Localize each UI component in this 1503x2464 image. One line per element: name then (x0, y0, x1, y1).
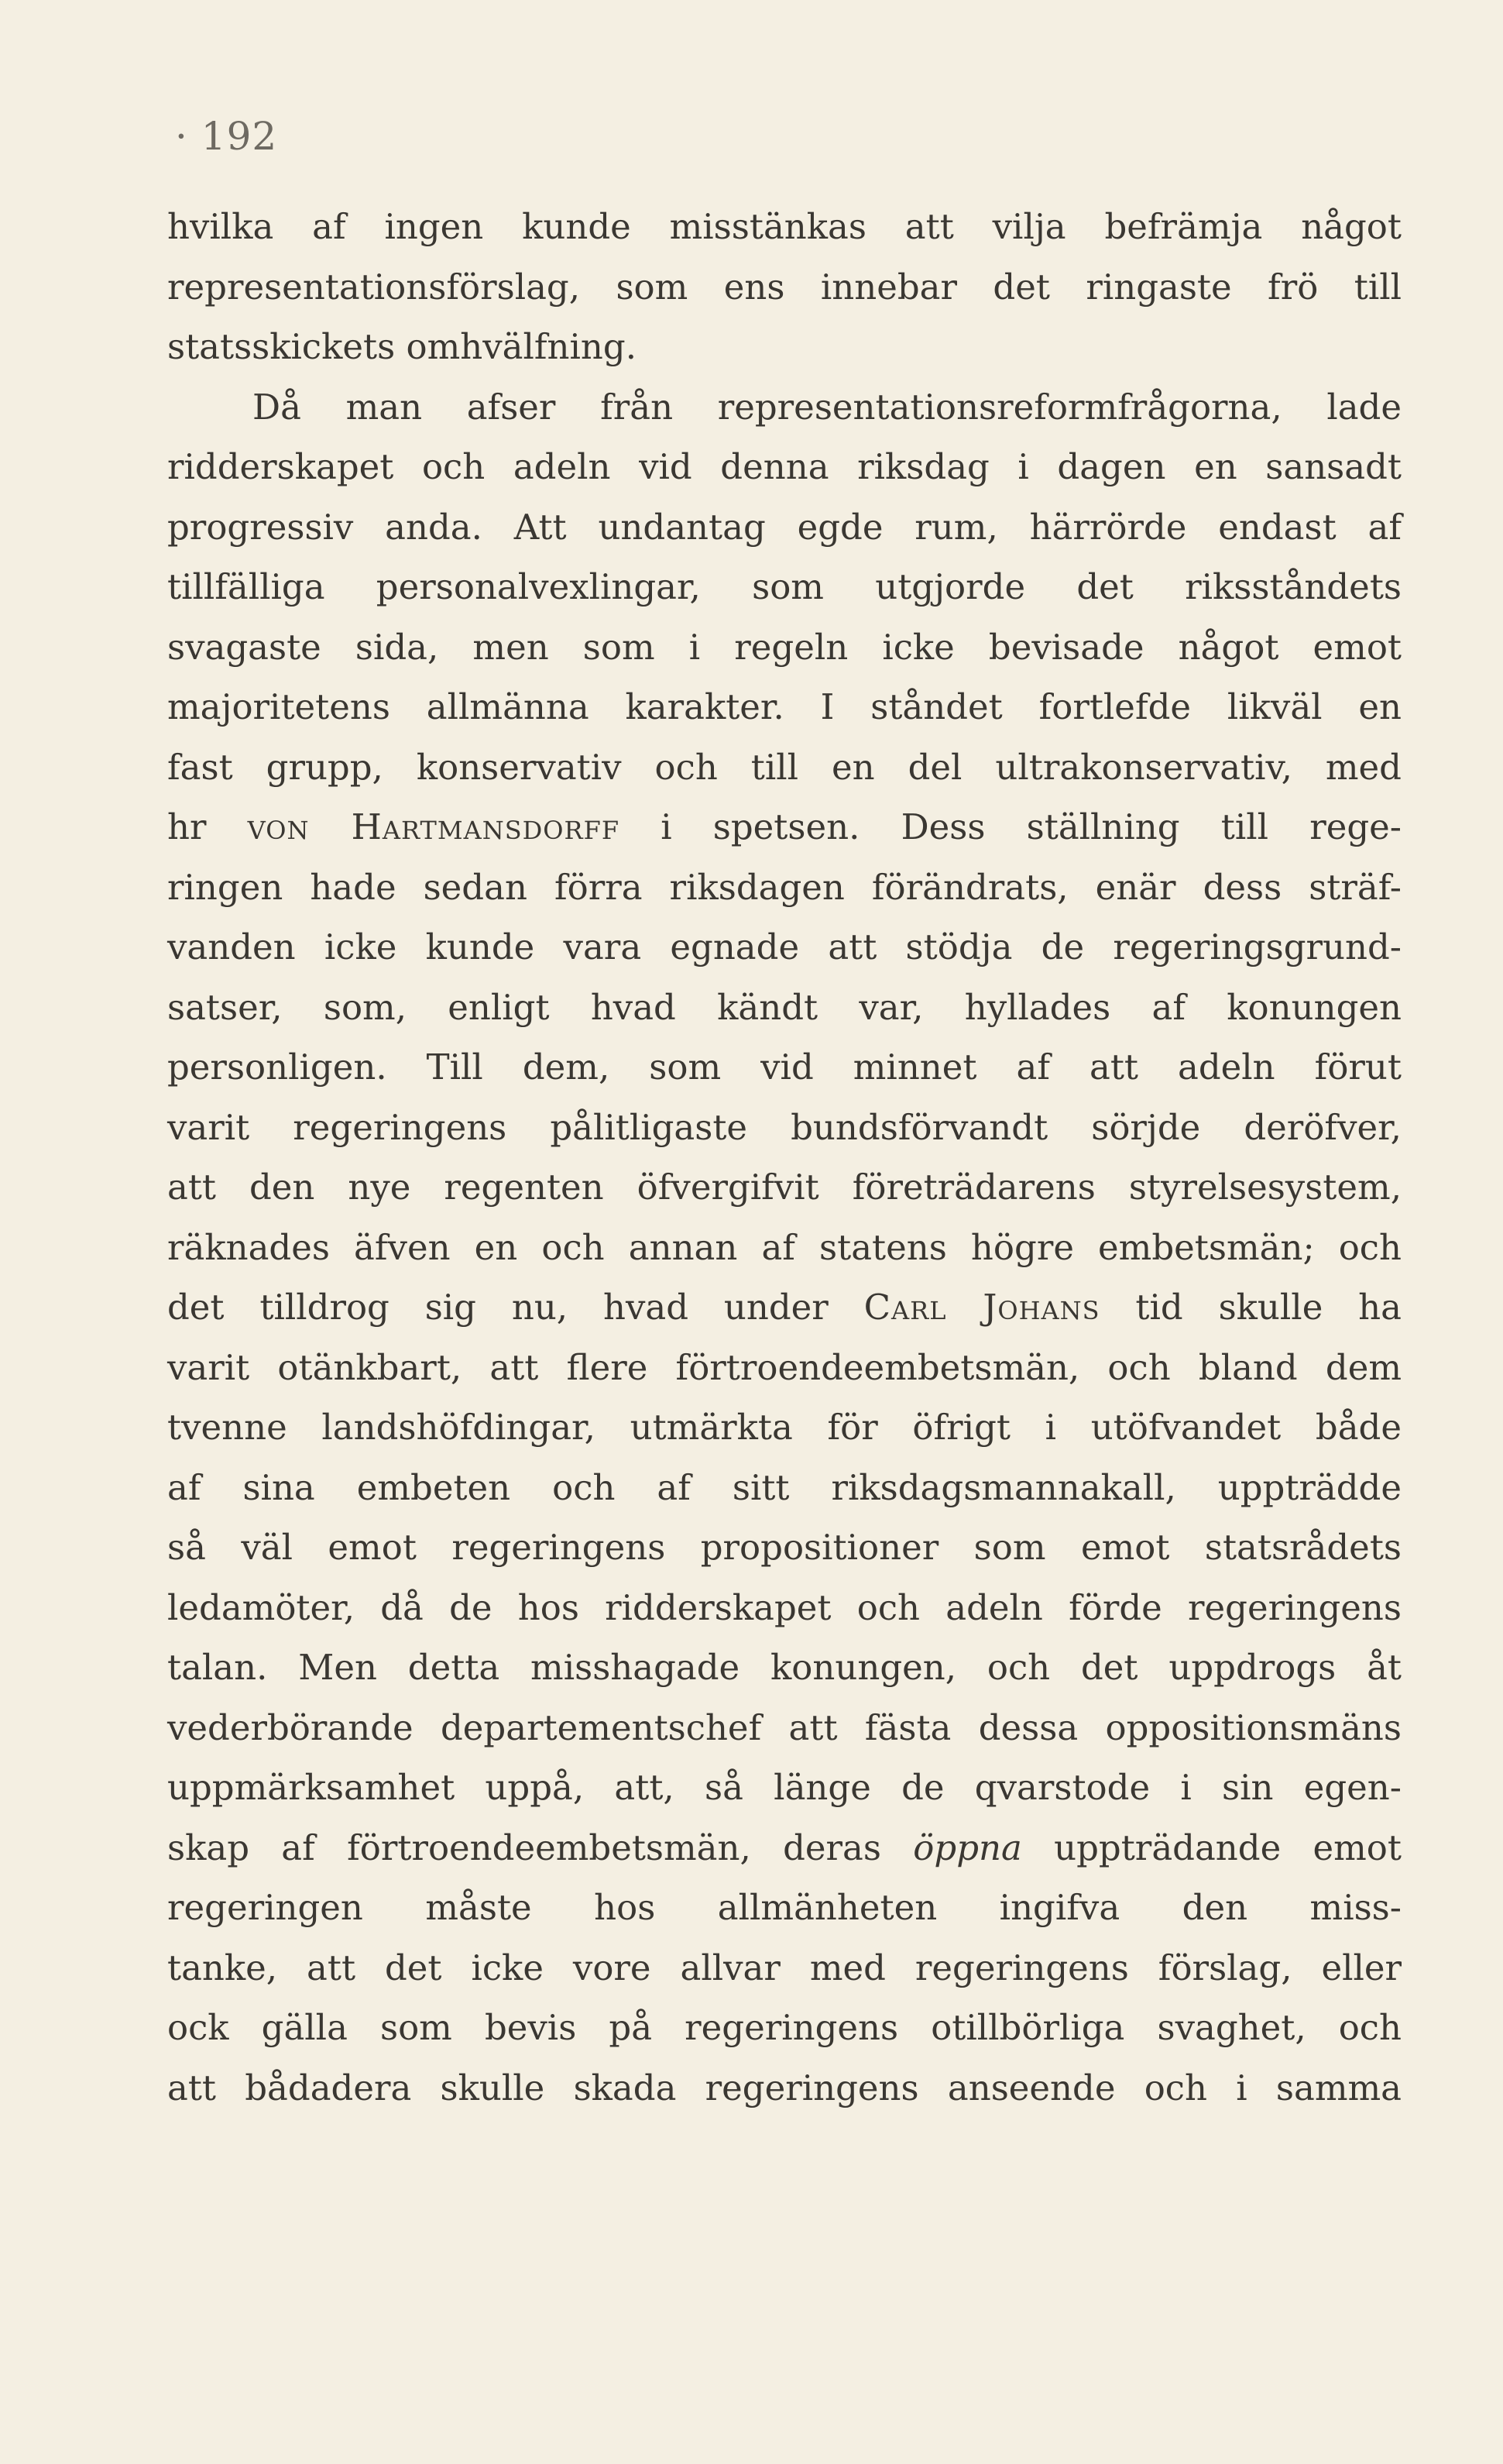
text-line: fast grupp, konservativ och till en del ultrakonservativ, med (167, 746, 1402, 788)
text-line: att den nye regenten öfvergifvit företrädarens styrelsesystem, (167, 1167, 1402, 1208)
text-run: uppträdande emot (1021, 1827, 1402, 1868)
text-line: så väl emot regeringens propositioner som emot statsrådets (167, 1527, 1402, 1568)
text-run: hr (167, 806, 248, 847)
text-line: regeringen måste hos allmänheten ingifva den miss- (167, 1887, 1402, 1928)
text-run: det tilldrog sig nu, hvad under (167, 1287, 864, 1328)
text-line: att bådadera skulle skada regeringens anseende och i samma (167, 2067, 1402, 2108)
text-line: representationsförslag, som ens innebar det ringaste frö till (167, 266, 1402, 308)
body-text (167, 197, 1402, 2118)
text-line (167, 1277, 1402, 1338)
text-line: svagaste sida, men som i regeln icke bevisade något emot (167, 626, 1402, 668)
text-line: uppmärksamhet uppå, att, så länge de qvarstode i sin egen- (167, 1767, 1402, 1808)
text-line: statsskickets omhvälfning. (167, 326, 637, 367)
text-line: hvilka af ingen kunde misstänkas att vilja befrämja något (167, 206, 1402, 247)
text-line: ridderskapet och adeln vid denna riksdag i dagen en sansadt (167, 446, 1402, 487)
emphasized-word: öppna (913, 1827, 1022, 1868)
text-line: varit otänkbart, att flere förtroendeembetsmän, och bland dem (167, 1346, 1402, 1388)
page-number: · 192 (175, 114, 278, 159)
text-line: af sina embeten och af sitt riksdagsmannakall, uppträdde (167, 1466, 1402, 1508)
text-line: räknades äfven en och annan af statens högre embetsmän; och (167, 1226, 1402, 1268)
text-line: ock gälla som bevis på regeringens otillbörliga svaghet, och (167, 2007, 1402, 2048)
text-line: majoritetens allmänna karakter. I ståndet fortlefde likväl en (167, 686, 1402, 727)
text-line: tanke, att det icke vore allvar med regeringens förslag, eller (167, 1947, 1402, 1988)
text-line (167, 797, 1402, 857)
text-line: personligen. Till dem, som vid minnet af att adeln förut (167, 1046, 1402, 1088)
text-line: vederbörande departementschef att fästa dessa oppositionsmäns (167, 1706, 1402, 1748)
person-name: Carl Johans (863, 1287, 1100, 1328)
text-line: satser, som, enligt hvad kändt var, hyllades af konungen (167, 986, 1402, 1028)
text-line: tvenne landshöfdingar, utmärkta för öfrigt i utöfvandet både (167, 1407, 1402, 1448)
text-line: tillfälliga personalvexlingar, som utgjorde det riksståndets (167, 566, 1402, 607)
text-line: ringen hade sedan förra riksdagen förändrats, enär dess sträf- (167, 866, 1402, 908)
text-line (167, 1818, 1402, 1878)
person-name: von Hartmansdorff (247, 806, 620, 847)
text-line: progressiv anda. Att undantag egde rum, härrörde endast af (167, 506, 1402, 548)
text-line: talan. Men detta misshagade konungen, och det uppdrogs åt (167, 1647, 1402, 1688)
text-run: skap af förtroendeembetsmän, deras (167, 1827, 914, 1868)
text-run: i spetsen. Dess ställning till rege- (619, 806, 1402, 847)
text-line: Då man afser från representationsreformfrågorna, lade (252, 386, 1402, 428)
text-run: tid skulle ha (1100, 1287, 1402, 1328)
text-line: ledamöter, då de hos ridderskapet och adeln förde regeringens (167, 1586, 1402, 1628)
text-line: vanden icke kunde vara egnade att stödja de regeringsgrund- (167, 926, 1402, 967)
text-line: varit regeringens pålitligaste bundsförvandt sörjde deröfver, (167, 1106, 1402, 1148)
